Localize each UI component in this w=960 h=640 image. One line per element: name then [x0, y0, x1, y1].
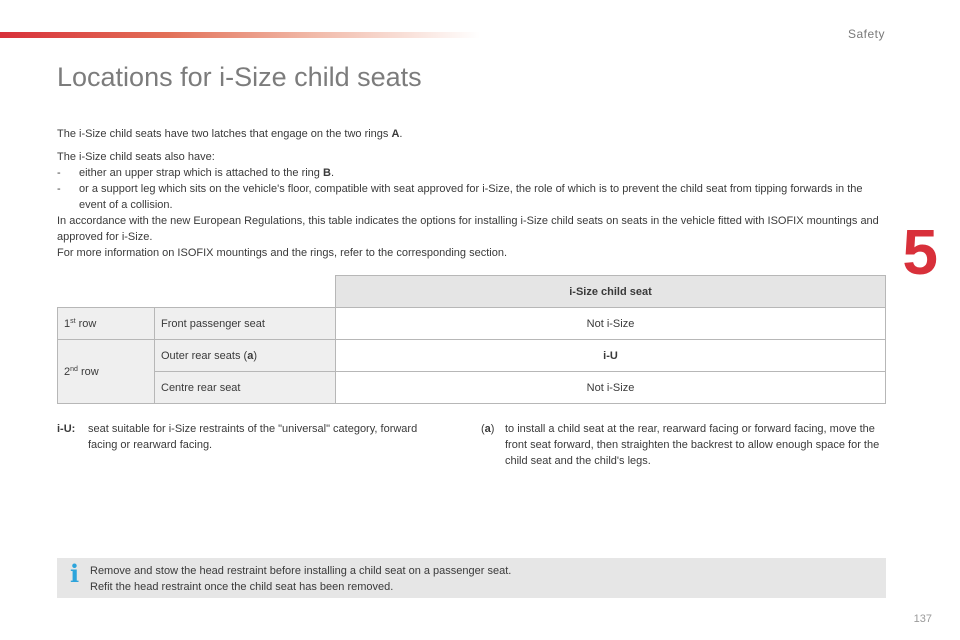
seat-name: Outer rear seats (a) — [155, 340, 336, 372]
info-icon: i — [70, 559, 80, 588]
table-header-row — [58, 276, 886, 308]
table-row — [58, 372, 886, 404]
chapter-number: 5 — [902, 216, 938, 288]
intro-text — [57, 126, 887, 261]
list-item: - either an upper strap which is attached to the ring B. — [57, 167, 334, 179]
ring-b-ref: B — [322, 167, 331, 179]
page-number: 137 — [913, 613, 932, 625]
note-term: (a) — [481, 423, 495, 435]
more-info-text: For more information on ISOFIX mountings and the rings, refer to the corresponding section. — [57, 247, 508, 259]
also-have-text: The i-Size child seats also have: — [57, 151, 215, 163]
regulations-text: In accordance with the new European Regulations, this table indicates the options for installing i-Size child seats on seats in the vehicle fitted with ISOFIX mountings and approved for i-Size. — [57, 215, 879, 243]
intro-paragraph: The i-Size child seats have two latches that engage on the two rings A. — [57, 128, 403, 140]
info-text: Remove and stow the head restraint before installing a child seat on a passenger seat. Refit the head restraint once the child seat has been removed. — [90, 565, 512, 593]
row-label: 1st row — [58, 308, 155, 340]
list-item: - or a support leg which sits on the vehicle's floor, compatible with seat approved for i-Size, the role of which is to prevent the child seat from tipping forwards in the event of a collision. — [57, 183, 863, 211]
info-box — [57, 558, 886, 598]
column-header: i-Size child seat — [336, 276, 886, 308]
page-title: Locations for i-Size child seats — [57, 62, 422, 92]
seat-value: i-U — [336, 340, 886, 372]
note-iu — [57, 421, 427, 453]
i-size-seat-table — [57, 275, 886, 404]
header-accent-bar — [0, 32, 480, 38]
note-text: seat suitable for i-Size restraints of the "universal" category, forward facing or rearward facing. — [88, 423, 418, 451]
note-text: to install a child seat at the rear, rearward facing or forward facing, move the front seat forward, then straighten the backrest to allow enough space for the child seat and the child's legs. — [505, 423, 880, 467]
seat-value: Not i-Size — [336, 308, 886, 340]
note-term: i-U: — [57, 423, 76, 435]
seat-name: Front passenger seat — [155, 308, 336, 340]
table-row — [58, 308, 886, 340]
section-name: Safety — [847, 27, 885, 41]
seat-name: Centre rear seat — [155, 372, 336, 404]
ring-a-ref: A — [391, 128, 400, 140]
row-label: 2nd row — [58, 340, 155, 404]
seat-value: Not i-Size — [336, 372, 886, 404]
table-row — [58, 340, 886, 372]
note-a — [481, 421, 881, 469]
